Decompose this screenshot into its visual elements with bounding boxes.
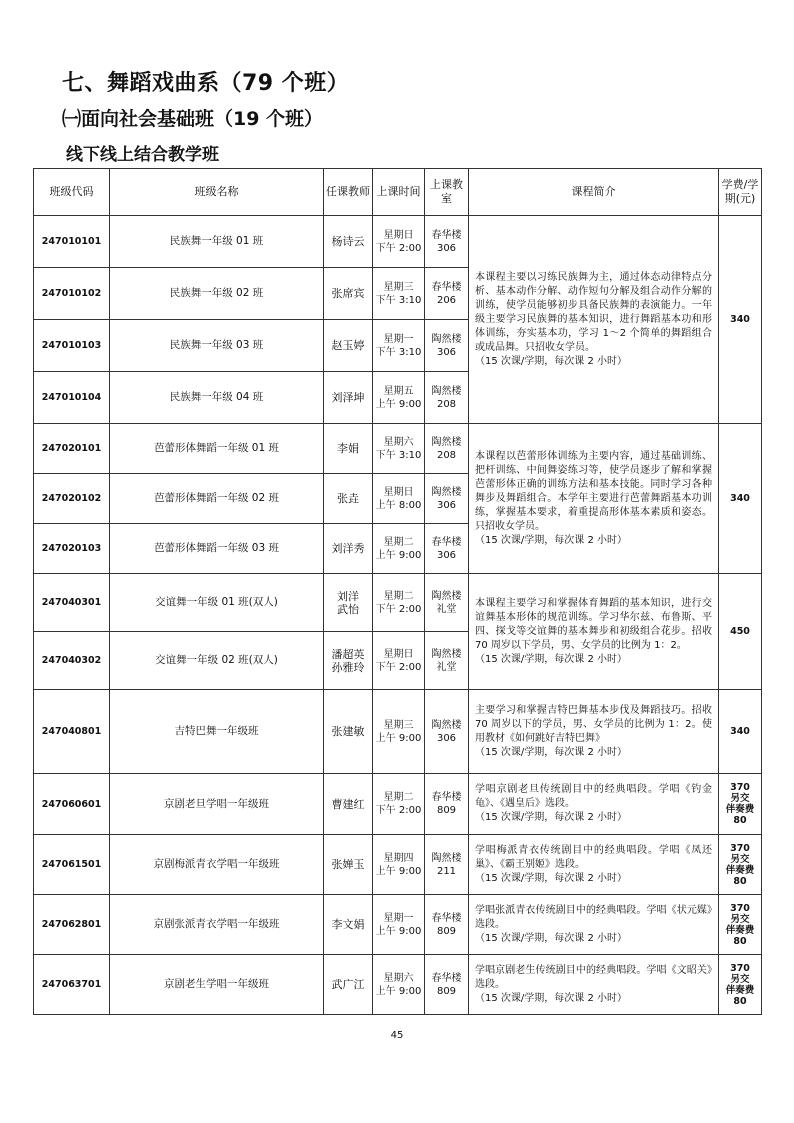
teacher-name bbox=[324, 268, 373, 320]
class-name-line: 京剧老旦学唱一年级班 bbox=[164, 797, 269, 810]
course-intro-note: （15 次课/学期，每次课 2 小时） bbox=[475, 534, 627, 546]
classroom-line: 809 bbox=[436, 985, 457, 997]
table-row bbox=[34, 216, 762, 268]
class-time-line: 星期一 bbox=[383, 333, 414, 345]
tuition-fee-line: 340 bbox=[730, 314, 750, 325]
tuition-fee bbox=[719, 835, 762, 895]
tuition-fee-line: 370 bbox=[730, 842, 750, 854]
tuition-fee bbox=[719, 216, 762, 424]
tuition-fee-line: 340 bbox=[730, 726, 750, 737]
classroom-line: 陶然楼 bbox=[431, 590, 462, 602]
class-name-line: 吉特巴舞一年级班 bbox=[174, 725, 259, 737]
teacher-name-line: 武怡 bbox=[337, 602, 359, 616]
class-time-line: 上午 9:00 bbox=[375, 398, 422, 410]
class-code bbox=[34, 424, 110, 474]
teacher-name-line: 张建敏 bbox=[331, 725, 365, 738]
class-time bbox=[373, 895, 425, 955]
course-intro-note: （15 次课/学期，每次课 2 小时） bbox=[475, 992, 627, 1004]
classroom-line: 208 bbox=[436, 449, 457, 461]
class-time bbox=[373, 372, 425, 424]
teacher-name bbox=[324, 835, 373, 895]
class-name bbox=[110, 268, 324, 320]
course-intro-text: 本课程主要以习练民族舞为主，通过体态动律特点分析、基本动作分解、动作短句分解及组合动作分解的训练，使学员能够初步具备民族舞的表演能力。一年级主要学习民族舞的基本知识，进行舞蹈基本功和形体训练，夯实基本功，学习 1～2 个简单的舞蹈组合或成品舞。只招收女学员。 bbox=[475, 271, 712, 353]
class-time-line: 星期六 bbox=[383, 972, 414, 984]
course-intro-text: 主要学习和掌握吉特巴舞基本步伐及舞蹈技巧。招收 70 周岁以下的学员，男、女学员的比例为 1：2。使用教材《如何跳好吉特巴舞》 bbox=[475, 704, 712, 744]
tuition-fee-line: 370 bbox=[730, 962, 750, 974]
tuition-fee-line: 370 bbox=[730, 782, 750, 793]
course-intro-note: （15 次课/学期，每次课 2 小时） bbox=[475, 355, 627, 367]
class-time bbox=[373, 690, 425, 774]
teacher-name bbox=[324, 632, 373, 690]
tuition-fee-line: 伴奏费 bbox=[725, 864, 755, 876]
header-teacher: 任课教师 bbox=[324, 169, 373, 216]
class-time-line: 上午 9:00 bbox=[375, 985, 422, 997]
class-time bbox=[373, 955, 425, 1015]
tuition-fee-line: 另交 bbox=[730, 973, 750, 985]
classroom bbox=[425, 955, 469, 1015]
section-title: ㈠面向社会基础班（19 个班） bbox=[62, 108, 324, 130]
tuition-fee-line: 340 bbox=[730, 493, 750, 504]
class-time bbox=[373, 835, 425, 895]
class-time-line: 上午 8:00 bbox=[375, 499, 422, 511]
class-time-line: 下午 3:10 bbox=[375, 346, 422, 358]
class-code bbox=[34, 774, 110, 835]
course-intro bbox=[469, 955, 719, 1015]
course-table bbox=[33, 168, 762, 1015]
classroom bbox=[425, 774, 469, 835]
teacher-name bbox=[324, 574, 373, 632]
class-code-line: 247063701 bbox=[41, 979, 102, 990]
course-intro-text: 本课程主要学习和掌握体育舞蹈的基本知识，进行交谊舞基本形体的规范训练。学习华尔兹、布鲁斯、平四、探戈等交谊舞的基本舞步和初级组合花步。招收 70 周岁以下学员，男、女学员的比例为 1：2。 bbox=[475, 597, 712, 651]
classroom-line: 306 bbox=[436, 549, 457, 561]
class-name bbox=[110, 524, 324, 574]
class-time-line: 星期六 bbox=[383, 436, 414, 448]
class-time-line: 下午 2:00 bbox=[375, 661, 422, 673]
class-time-line: 下午 2:00 bbox=[375, 603, 422, 615]
class-name-line: 京剧张派青衣学唱一年级班 bbox=[153, 918, 280, 930]
classroom-line: 306 bbox=[436, 346, 457, 358]
tuition-fee bbox=[719, 424, 762, 574]
tuition-fee-line: 另交 bbox=[730, 913, 750, 925]
teacher-name-line: 李文娟 bbox=[331, 918, 365, 931]
course-intro bbox=[469, 424, 719, 574]
classroom bbox=[425, 216, 469, 268]
table-row bbox=[34, 774, 762, 835]
tuition-fee-line: 另交 bbox=[730, 793, 750, 804]
class-name-line: 民族舞一年级 03 班 bbox=[169, 339, 264, 351]
tuition-fee-line: 另交 bbox=[730, 853, 750, 865]
class-name-line: 京剧梅派青衣学唱一年级班 bbox=[153, 858, 280, 870]
classroom bbox=[425, 690, 469, 774]
classroom-line: 陶然楼 bbox=[431, 385, 462, 397]
class-code-line: 247061501 bbox=[41, 859, 102, 870]
course-intro-note: （15 次课/学期，每次课 2 小时） bbox=[475, 932, 627, 944]
class-time-line: 星期一 bbox=[383, 912, 414, 924]
class-code-line: 247040801 bbox=[41, 726, 102, 737]
teacher-name-line: 张席宾 bbox=[331, 287, 365, 300]
class-time-line: 星期二 bbox=[383, 536, 414, 548]
classroom-line: 春华楼 bbox=[431, 972, 462, 984]
class-code-line: 247010102 bbox=[41, 288, 102, 299]
class-name bbox=[110, 372, 324, 424]
class-time-line: 星期五 bbox=[383, 385, 414, 397]
classroom bbox=[425, 574, 469, 632]
class-time-line: 上午 9:00 bbox=[375, 549, 422, 561]
classroom-line: 208 bbox=[436, 398, 457, 410]
tuition-fee-line: 370 bbox=[730, 902, 750, 914]
classroom-line: 陶然楼 bbox=[431, 719, 462, 731]
classroom-line: 陶然楼 bbox=[431, 486, 462, 498]
class-name bbox=[110, 632, 324, 690]
course-intro-note: （15 次课/学期，每次课 2 小时） bbox=[475, 872, 627, 884]
class-time-line: 下午 3:10 bbox=[375, 294, 422, 306]
tuition-fee-line: 伴奏费 bbox=[725, 924, 755, 936]
classroom-line: 陶然楼 bbox=[431, 436, 462, 448]
classroom bbox=[425, 632, 469, 690]
classroom-line: 809 bbox=[436, 925, 457, 937]
classroom-line: 306 bbox=[436, 499, 457, 511]
tuition-fee bbox=[719, 895, 762, 955]
classroom-line: 春华楼 bbox=[431, 281, 462, 293]
teacher-name-line: 李娟 bbox=[337, 442, 359, 455]
teacher-name-line: 刘泽坤 bbox=[331, 391, 365, 404]
classroom-line: 陶然楼 bbox=[431, 648, 462, 660]
class-time-line: 星期日 bbox=[383, 648, 414, 660]
class-time-line: 下午 3:10 bbox=[375, 449, 422, 461]
teacher-name-line: 曹建红 bbox=[331, 797, 365, 811]
class-name bbox=[110, 424, 324, 474]
class-time-line: 上午 9:00 bbox=[375, 925, 422, 937]
teacher-name-line: 张婵玉 bbox=[331, 858, 365, 871]
class-name bbox=[110, 320, 324, 372]
class-code-line: 247020103 bbox=[41, 543, 102, 554]
teacher-name-line: 杨诗云 bbox=[331, 235, 365, 248]
class-time-line: 下午 2:00 bbox=[375, 242, 422, 254]
classroom bbox=[425, 835, 469, 895]
class-code bbox=[34, 372, 110, 424]
classroom bbox=[425, 895, 469, 955]
class-time bbox=[373, 320, 425, 372]
course-intro-text: 本课程以芭蕾形体训练为主要内容，通过基础训练、把杆训练、中间舞姿练习等，使学员逐步了解和掌握芭蕾形体正确的训练方法和基本技能。同时学习各种舞步及舞蹈组合。本学年主要进行芭蕾舞蹈基本功训练，掌握基本要求，着重提高形体基本素质和姿态。只招收女学员。 bbox=[475, 450, 712, 532]
table-row bbox=[34, 424, 762, 474]
class-time-line: 星期二 bbox=[383, 792, 414, 803]
header-name: 班级名称 bbox=[110, 169, 324, 216]
class-code bbox=[34, 268, 110, 320]
class-time-line: 星期日 bbox=[383, 229, 414, 241]
class-code bbox=[34, 574, 110, 632]
tuition-fee-line: 伴奏费 bbox=[725, 984, 755, 996]
class-name bbox=[110, 955, 324, 1015]
table-row bbox=[34, 574, 762, 632]
class-name-line: 交谊舞一年级 02 班(双人) bbox=[155, 654, 278, 666]
class-code-line: 247020102 bbox=[41, 493, 102, 504]
teacher-name bbox=[324, 690, 373, 774]
class-name bbox=[110, 690, 324, 774]
classroom-line: 春华楼 bbox=[431, 229, 462, 241]
course-intro-note: （15 次课/学期，每次课 2 小时） bbox=[475, 746, 627, 758]
classroom-line: 陶然楼 bbox=[431, 852, 462, 864]
classroom bbox=[425, 268, 469, 320]
class-name-line: 芭蕾形体舞蹈一年级 01 班 bbox=[153, 442, 280, 454]
class-time bbox=[373, 216, 425, 268]
table-row bbox=[34, 690, 762, 774]
class-time bbox=[373, 632, 425, 690]
class-code bbox=[34, 474, 110, 524]
classroom-line: 春华楼 bbox=[431, 536, 462, 548]
teacher-name-line: 张垚 bbox=[337, 492, 359, 505]
page-number: 45 bbox=[390, 1030, 404, 1041]
class-code bbox=[34, 524, 110, 574]
classroom bbox=[425, 372, 469, 424]
class-time-line: 星期日 bbox=[383, 486, 414, 498]
class-code-line: 247010101 bbox=[41, 236, 102, 247]
teacher-name-line: 武广江 bbox=[331, 978, 365, 991]
classroom-line: 306 bbox=[436, 732, 457, 744]
classroom bbox=[425, 474, 469, 524]
class-time bbox=[373, 774, 425, 835]
teacher-name bbox=[324, 955, 373, 1015]
class-time-line: 星期二 bbox=[383, 590, 414, 602]
tuition-fee-line: 80 bbox=[733, 815, 747, 826]
course-intro bbox=[469, 835, 719, 895]
course-intro bbox=[469, 216, 719, 424]
class-time-line: 星期四 bbox=[383, 852, 414, 864]
class-code bbox=[34, 320, 110, 372]
classroom bbox=[425, 320, 469, 372]
tuition-fee bbox=[719, 574, 762, 690]
tuition-fee bbox=[719, 955, 762, 1015]
teacher-name bbox=[324, 524, 373, 574]
class-name bbox=[110, 474, 324, 524]
course-intro-note: （15 次课/学期，每次课 2 小时） bbox=[475, 653, 627, 665]
header-row bbox=[34, 169, 762, 216]
class-name bbox=[110, 895, 324, 955]
header-intro: 课程简介 bbox=[469, 169, 719, 216]
class-time-line: 下午 2:00 bbox=[375, 805, 422, 816]
classroom-line: 306 bbox=[436, 242, 457, 254]
classroom-line: 礼堂 bbox=[436, 603, 457, 615]
class-name-line: 芭蕾形体舞蹈一年级 03 班 bbox=[153, 542, 280, 554]
class-name-line: 民族舞一年级 04 班 bbox=[169, 391, 264, 403]
tuition-fee-line: 450 bbox=[730, 626, 750, 637]
class-name-line: 民族舞一年级 01 班 bbox=[169, 235, 264, 247]
header-room: 上课教室 bbox=[425, 169, 469, 216]
classroom bbox=[425, 524, 469, 574]
class-code bbox=[34, 835, 110, 895]
class-code bbox=[34, 955, 110, 1015]
class-code-line: 247040302 bbox=[41, 655, 102, 666]
header-code: 班级代码 bbox=[34, 169, 110, 216]
tuition-fee bbox=[719, 774, 762, 835]
class-code-line: 247020101 bbox=[41, 443, 102, 454]
subsection-title: 线下线上结合教学班 bbox=[66, 145, 219, 165]
classroom-line: 礼堂 bbox=[436, 661, 457, 673]
class-code-line: 247040301 bbox=[41, 597, 102, 608]
course-intro-text: 学唱京剧老生传统剧目中的经典唱段。学唱《文昭关》选段。 bbox=[475, 964, 712, 990]
tuition-fee-line: 80 bbox=[733, 935, 747, 947]
classroom-line: 206 bbox=[436, 294, 457, 306]
class-time-line: 上午 9:00 bbox=[375, 865, 422, 877]
table-row bbox=[34, 955, 762, 1015]
tuition-fee bbox=[719, 690, 762, 774]
class-name bbox=[110, 574, 324, 632]
classroom bbox=[425, 424, 469, 474]
table-row bbox=[34, 835, 762, 895]
class-name-line: 京剧老生学唱一年级班 bbox=[164, 978, 269, 990]
class-code bbox=[34, 216, 110, 268]
class-code-line: 247062801 bbox=[41, 919, 102, 930]
teacher-name bbox=[324, 216, 373, 268]
table-row bbox=[34, 895, 762, 955]
class-time bbox=[373, 474, 425, 524]
course-intro bbox=[469, 574, 719, 690]
course-intro-note: （15 次课/学期，每次课 2 小时） bbox=[475, 812, 627, 823]
course-intro-text: 学唱梅派青衣传统剧目中的经典唱段。学唱《凤还巢》、《霸王别姬》选段。 bbox=[475, 844, 712, 870]
teacher-name bbox=[324, 424, 373, 474]
class-code bbox=[34, 690, 110, 774]
course-intro bbox=[469, 774, 719, 835]
class-name-line: 芭蕾形体舞蹈一年级 02 班 bbox=[153, 492, 280, 504]
course-intro-text: 学唱张派青衣传统剧目中的经典唱段。学唱《状元媒》选段。 bbox=[475, 904, 712, 930]
teacher-name bbox=[324, 474, 373, 524]
class-name-line: 交谊舞一年级 01 班(双人) bbox=[155, 596, 278, 608]
tuition-fee-line: 80 bbox=[733, 875, 747, 887]
class-code bbox=[34, 895, 110, 955]
course-intro bbox=[469, 895, 719, 955]
tuition-fee-line: 伴奏费 bbox=[725, 804, 755, 815]
class-time-line: 上午 9:00 bbox=[375, 732, 422, 744]
class-time bbox=[373, 574, 425, 632]
class-time-line: 星期三 bbox=[383, 719, 414, 731]
class-code-line: 247010103 bbox=[41, 340, 102, 351]
teacher-name-line: 潘超英 bbox=[331, 647, 365, 661]
class-time-line: 星期三 bbox=[383, 281, 414, 293]
classroom-line: 春华楼 bbox=[431, 912, 462, 924]
class-code bbox=[34, 632, 110, 690]
classroom-line: 211 bbox=[436, 865, 457, 877]
teacher-name bbox=[324, 320, 373, 372]
page-title: 七、舞蹈戏曲系（79 个班） bbox=[62, 71, 350, 96]
class-code-line: 247060601 bbox=[41, 798, 102, 810]
class-time bbox=[373, 524, 425, 574]
tuition-fee-line: 80 bbox=[733, 995, 747, 1007]
classroom-line: 809 bbox=[436, 805, 457, 816]
class-name bbox=[110, 774, 324, 835]
teacher-name bbox=[324, 372, 373, 424]
class-time bbox=[373, 424, 425, 474]
teacher-name bbox=[324, 895, 373, 955]
class-name bbox=[110, 835, 324, 895]
classroom-line: 春华楼 bbox=[431, 792, 462, 803]
class-time bbox=[373, 268, 425, 320]
class-name bbox=[110, 216, 324, 268]
course-intro-text: 学唱京剧老旦传统剧目中的经典唱段。学唱《钓金龟》、《遇皇后》选段。 bbox=[475, 784, 712, 809]
class-code-line: 247010104 bbox=[41, 392, 102, 403]
teacher-name bbox=[324, 774, 373, 835]
header-fee: 学费/学期(元) bbox=[719, 169, 762, 216]
classroom-line: 陶然楼 bbox=[431, 333, 462, 345]
teacher-name-line: 孙雅玲 bbox=[331, 660, 365, 674]
class-name-line: 民族舞一年级 02 班 bbox=[169, 287, 264, 299]
teacher-name-line: 刘洋秀 bbox=[331, 542, 365, 555]
course-intro bbox=[469, 690, 719, 774]
teacher-name-line: 刘洋 bbox=[337, 589, 359, 603]
header-time: 上课时间 bbox=[373, 169, 425, 216]
teacher-name-line: 赵玉婷 bbox=[331, 339, 365, 352]
